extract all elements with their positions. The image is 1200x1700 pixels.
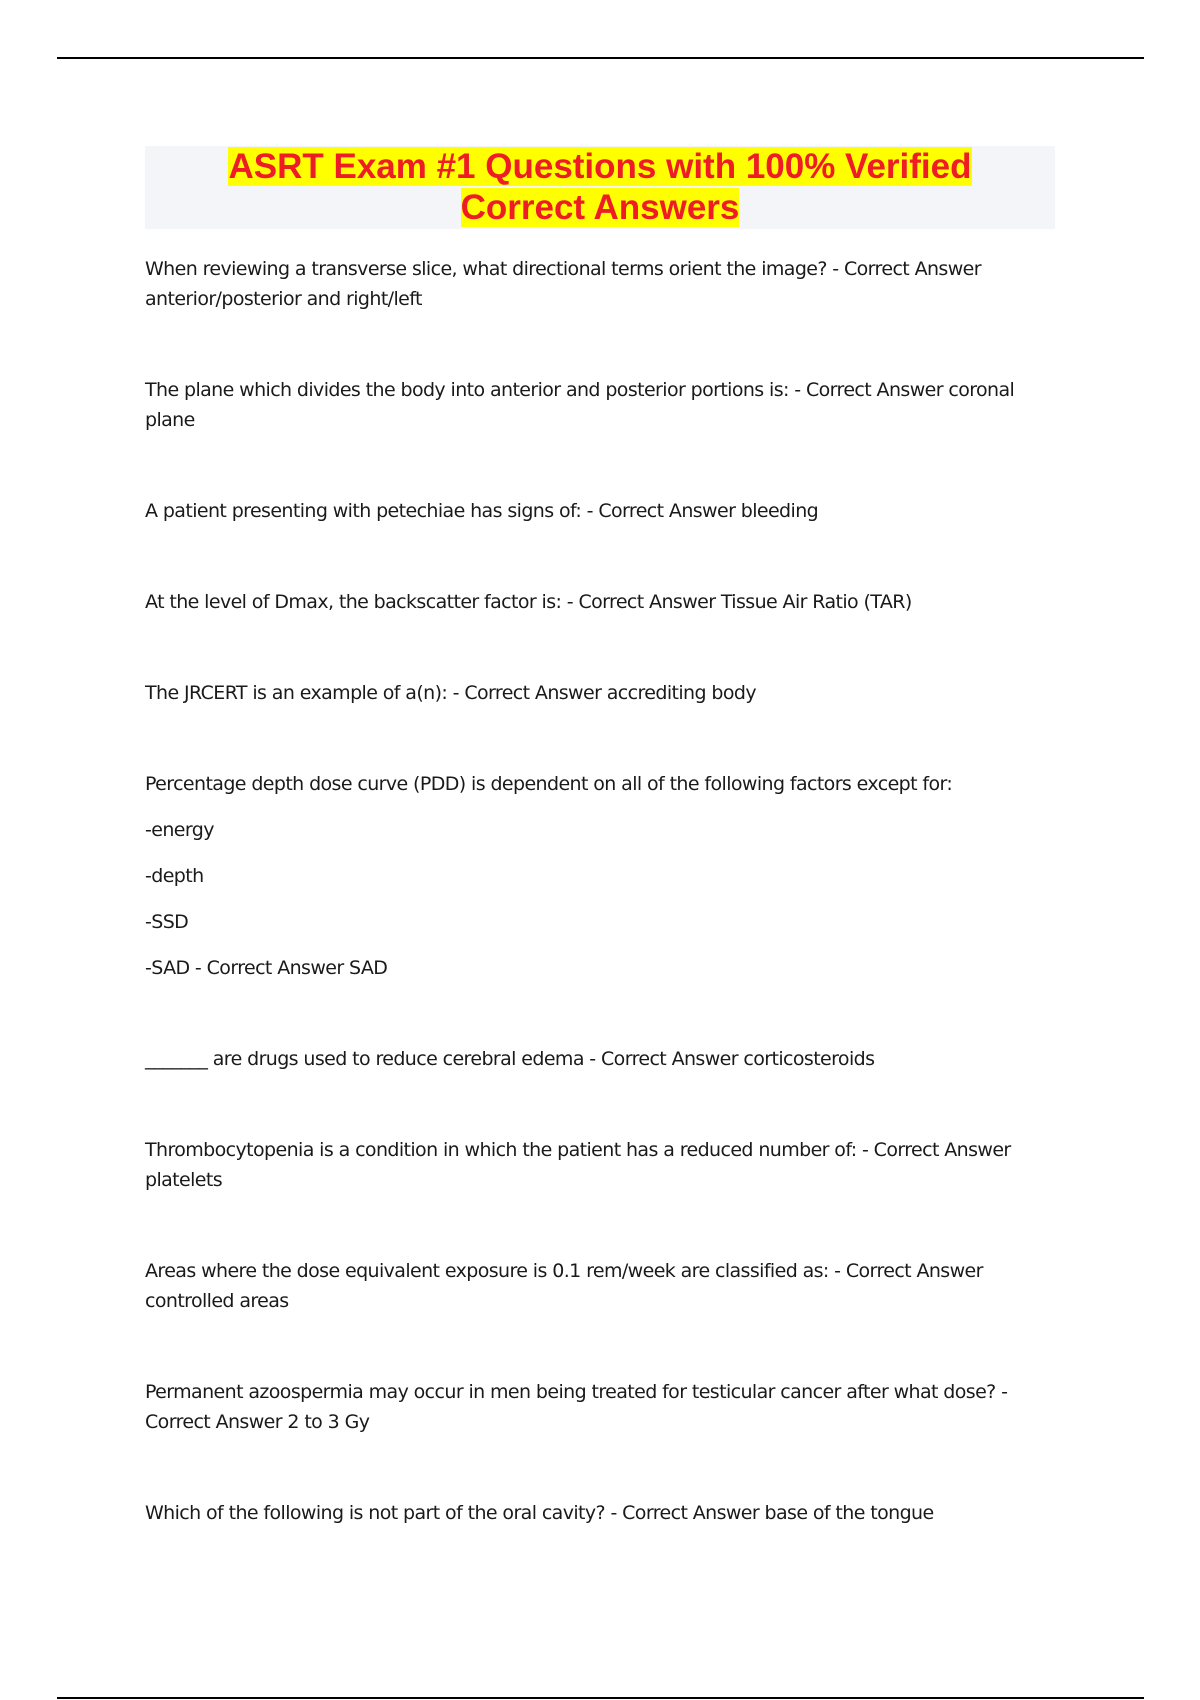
title-banner [145, 146, 1055, 229]
title-line-2: Correct Answers [460, 188, 740, 227]
document-title [145, 146, 1055, 228]
qa-item: _______ are drugs used to reduce cerebral edema - Correct Answer corticosteroids [145, 1048, 875, 1070]
answer-option: -energy [145, 819, 214, 841]
qa-list [145, 254, 1045, 1528]
answer-option: -depth [145, 865, 204, 887]
answer-option: -SAD - Correct Answer SAD [145, 957, 388, 979]
answer-option: -SSD [145, 911, 189, 933]
footer-rule [57, 1697, 1144, 1699]
qa-item: At the level of Dmax, the backscatter factor is: - Correct Answer Tissue Air Ratio (TAR) [145, 591, 912, 613]
qa-item: The plane which divides the body into anterior and posterior portions is: - Correct Answer coronal plane [145, 379, 1015, 431]
qa-item: Areas where the dose equivalent exposure is 0.1 rem/week are classified as: - Correct Answer controlled areas [145, 1260, 983, 1312]
qa-item: When reviewing a transverse slice, what directional terms orient the image? - Correct Answer anterior/posterior and right/left [145, 258, 981, 310]
qa-item: A patient presenting with petechiae has signs of: - Correct Answer bleeding [145, 500, 819, 522]
header-rule [57, 57, 1144, 59]
qa-item: Percentage depth dose curve (PDD) is dependent on all of the following factors except for: [145, 773, 953, 795]
title-line-1: ASRT Exam #1 Questions with 100% Verified [228, 147, 972, 186]
qa-item: Thrombocytopenia is a condition in which the patient has a reduced number of: - Correct Answer platelets [145, 1139, 1011, 1191]
qa-item: The JRCERT is an example of a(n): - Correct Answer accrediting body [145, 682, 756, 704]
qa-item: Permanent azoospermia may occur in men being treated for testicular cancer after what dose? - Correct Answer 2 to 3 Gy [145, 1381, 1008, 1433]
qa-item: Which of the following is not part of the oral cavity? - Correct Answer base of the tongue [145, 1502, 934, 1524]
